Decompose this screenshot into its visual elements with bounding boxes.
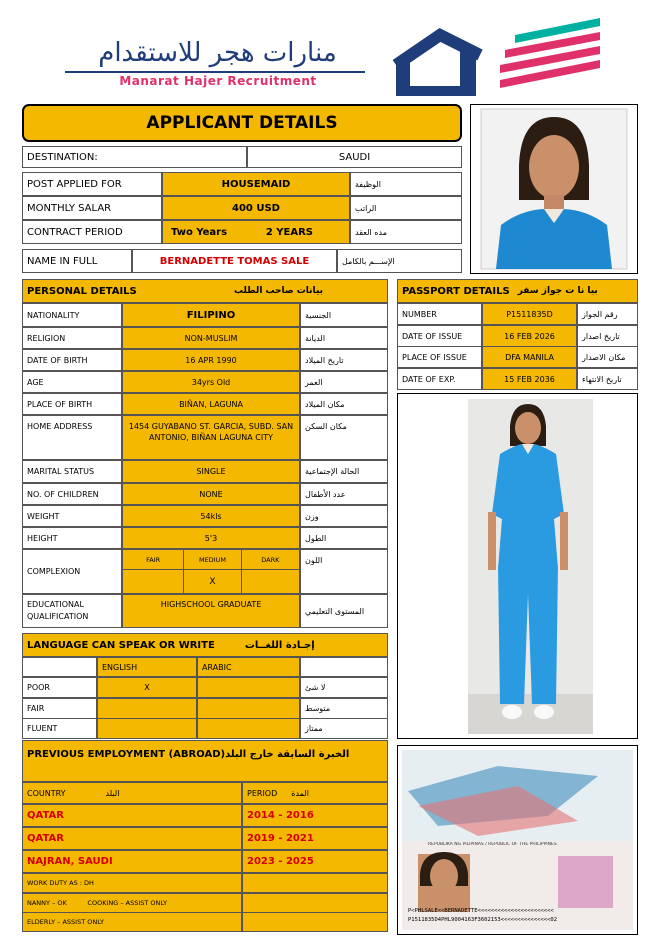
passport-row xyxy=(397,346,638,368)
employment-note-blank xyxy=(242,912,388,932)
employment-note-row xyxy=(22,873,388,893)
employment-country-ar: البلد xyxy=(105,788,120,798)
employment-header-title: PREVIOUS EMPLOYMENT (ABROAD) xyxy=(27,749,226,760)
employment-period-ar: المدة xyxy=(291,788,309,798)
employment-period-label: PERIOD xyxy=(247,788,278,798)
personal-row-value: SINGLE xyxy=(122,460,300,483)
passport-scan-image xyxy=(398,746,637,934)
personal-row-value: BIÑAN, LAGUNA xyxy=(122,393,300,415)
language-row-label-ar: متوسط xyxy=(300,698,388,719)
passport-row xyxy=(397,325,638,347)
language-header xyxy=(22,633,388,657)
full-body-photo-frame xyxy=(397,393,638,739)
language-row xyxy=(22,698,388,719)
complexion-medium-label: MEDIUM xyxy=(184,550,241,570)
employment-header xyxy=(22,740,388,782)
personal-row-label: WEIGHT xyxy=(22,505,122,527)
employment-row xyxy=(22,850,388,873)
passport-header-title: PASSPORT DETAILS xyxy=(402,285,510,297)
employment-period: 2023 - 2025 xyxy=(242,850,388,873)
personal-row-value: FILIPINO xyxy=(122,303,300,327)
personal-row-label: AGE xyxy=(22,371,122,393)
post-label-ar: الوظيفة xyxy=(350,172,462,196)
language-arabic-mark xyxy=(197,677,300,698)
contract-value-en: Two Years xyxy=(171,226,228,238)
language-english-mark: X xyxy=(97,677,197,698)
complexion-label: COMPLEXION xyxy=(22,549,122,594)
complexion-row xyxy=(22,549,388,594)
language-col-arabic: ARABIC xyxy=(197,657,300,677)
passport-header xyxy=(397,279,638,303)
language-row-label-ar: لا شئ xyxy=(300,677,388,698)
personal-row-label-ar: مكان الميلاد xyxy=(300,393,388,415)
education-label: EDUCATIONAL QUALIFICATION xyxy=(22,594,122,628)
employment-country: QATAR xyxy=(22,804,242,827)
employment-note-blank xyxy=(242,873,388,893)
personal-header xyxy=(22,279,388,303)
language-col-ar-blank xyxy=(300,657,388,677)
education-row xyxy=(22,594,388,628)
employment-note: WORK DUTY AS : DH xyxy=(22,873,242,893)
personal-row-label: PLACE OF BIRTH xyxy=(22,393,122,415)
company-name-ar: منارات هجر للاستقدام xyxy=(98,38,337,68)
salary-label-ar: الراتب xyxy=(350,196,462,220)
language-col-english: ENGLISH xyxy=(97,657,197,677)
salary-value: 400 USD xyxy=(162,196,350,220)
passport-mrz-1: P<PHLSALE<<BERNADETTE<<<<<<<<<<<<<<<<<<<<<<< xyxy=(408,908,554,914)
employment-note: NANNY – OK COOKING – ASSIST ONLY xyxy=(22,893,242,913)
destination-row xyxy=(22,146,462,168)
passport-row-value: P1511835D xyxy=(482,303,577,325)
employment-header-ar: الخبرة السابقة خارج البلد xyxy=(225,749,350,760)
passport-row-label: DATE OF ISSUE xyxy=(397,325,482,347)
employment-country: NAJRAN, SAUDI xyxy=(22,850,242,873)
employment-note-row xyxy=(22,893,388,913)
passport-row-label-ar: تاريخ الانتهاء xyxy=(577,368,638,390)
contract-value-years: 2 YEARS xyxy=(265,226,313,238)
complexion-dark-mark xyxy=(242,570,299,593)
personal-row-label: MARITAL STATUS xyxy=(22,460,122,483)
personal-row-label-ar: تاريخ الميلاد xyxy=(300,349,388,371)
language-english-mark xyxy=(97,698,197,719)
employment-period: 2014 - 2016 xyxy=(242,804,388,827)
personal-header-title: PERSONAL DETAILS xyxy=(27,285,137,297)
complexion-medium-mark: X xyxy=(184,570,241,593)
passport-row-label: PLACE OF ISSUE xyxy=(397,346,482,368)
personal-row xyxy=(22,483,388,505)
applicant-full-body-image xyxy=(398,394,637,738)
post-value: HOUSEMAID xyxy=(162,172,350,196)
personal-row-value: 34yrs Old xyxy=(122,371,300,393)
passport-row xyxy=(397,303,638,325)
personal-row-value: NONE xyxy=(122,483,300,505)
applicant-photo-frame xyxy=(470,104,638,274)
contract-label-ar: مده العقد xyxy=(350,220,462,244)
complexion-fair-mark xyxy=(123,570,184,593)
name-label: NAME IN FULL xyxy=(22,249,132,273)
passport-mrz-2: P1511835D4PHL9004163F3602153<<<<<<<<<<<<<<<02 xyxy=(408,917,558,923)
salary-row xyxy=(22,196,462,220)
personal-row-label-ar: عدد الأطفال xyxy=(300,483,388,505)
complexion-fair-label: FAIR xyxy=(123,550,184,570)
company-logo xyxy=(60,10,620,100)
applicant-headshot-image xyxy=(471,105,637,273)
language-col-header xyxy=(22,657,388,677)
company-name-en: Manarat Hajer Recruitment xyxy=(119,74,317,88)
employment-note: ELDERLY – ASSIST ONLY xyxy=(22,912,242,932)
complexion-dark-label: DARK xyxy=(242,550,299,570)
language-arabic-mark xyxy=(197,718,300,739)
personal-row xyxy=(22,349,388,371)
passport-header-ar: بيا نا ت جواز سفر xyxy=(517,286,598,296)
complexion-label-ar: اللون xyxy=(300,549,388,594)
language-header-ar: إجـادة اللغــات xyxy=(244,639,315,651)
personal-row-label-ar: الديانة xyxy=(300,327,388,349)
destination-label: DESTINATION: xyxy=(22,146,247,168)
language-row xyxy=(22,677,388,698)
employment-row xyxy=(22,827,388,850)
contract-label: CONTRACT PERIOD xyxy=(22,220,162,244)
passport-row-value: 15 FEB 2036 xyxy=(482,368,577,390)
personal-row-label-ar: الطول xyxy=(300,527,388,549)
company-name-underline xyxy=(65,71,365,73)
personal-row xyxy=(22,527,388,549)
employment-note-row xyxy=(22,912,388,932)
personal-row-label-ar: وزن xyxy=(300,505,388,527)
personal-row-label-ar: الحالة الإجتماعية xyxy=(300,460,388,483)
language-english-mark xyxy=(97,718,197,739)
name-value: BERNADETTE TOMAS SALE xyxy=(132,249,337,273)
language-header-title: LANGUAGE CAN SPEAK OR WRITE xyxy=(27,639,215,651)
personal-row-label: NO. OF CHILDREN xyxy=(22,483,122,505)
passport-row-label: DATE OF EXP. xyxy=(397,368,482,390)
passport-country-line: REPUBLIKA NG PILIPINAS / REPUBLIC OF THE PHILIPPINES xyxy=(428,842,557,847)
passport-row-label: NUMBER xyxy=(397,303,482,325)
page-title: APPLICANT DETAILS xyxy=(146,113,338,133)
personal-row xyxy=(22,327,388,349)
destination-value: SAUDI xyxy=(247,146,462,168)
employment-col-header xyxy=(22,782,388,804)
language-row-label: POOR xyxy=(22,677,97,698)
personal-row-label: DATE OF BIRTH xyxy=(22,349,122,371)
personal-row xyxy=(22,505,388,527)
personal-row-value: 5'3 xyxy=(122,527,300,549)
personal-row-label: NATIONALITY xyxy=(22,303,122,327)
education-value: HIGHSCHOOL GRADUATE xyxy=(122,594,300,628)
passport-row-label-ar: مكان الاصدار xyxy=(577,346,638,368)
language-row-label: FLUENT xyxy=(22,718,97,739)
salary-label: MONTHLY SALAR xyxy=(22,196,162,220)
passport-row-label-ar: رقم الجواز xyxy=(577,303,638,325)
personal-row xyxy=(22,371,388,393)
employment-note-blank xyxy=(242,893,388,913)
contract-row xyxy=(22,220,462,244)
language-row xyxy=(22,718,388,739)
employment-country-label: COUNTRY xyxy=(27,788,66,798)
personal-row-value: 54kls xyxy=(122,505,300,527)
personal-row xyxy=(22,415,388,460)
complexion-options xyxy=(122,549,300,594)
passport-row-label-ar: تاريخ اصدار xyxy=(577,325,638,347)
education-label-ar: المستوى التعليمي xyxy=(300,594,388,628)
personal-row-label-ar: مكان السكن xyxy=(300,415,388,460)
passport-row-value: DFA MANILA xyxy=(482,346,577,368)
name-row xyxy=(22,249,462,273)
contract-value xyxy=(162,220,350,244)
personal-row-value: NON-MUSLIM xyxy=(122,327,300,349)
post-label: POST APPLIED FOR xyxy=(22,172,162,196)
passport-row-value: 16 FEB 2026 xyxy=(482,325,577,347)
passport-row xyxy=(397,368,638,390)
language-row-label: FAIR xyxy=(22,698,97,719)
personal-row-value: 16 APR 1990 xyxy=(122,349,300,371)
personal-row-label-ar: العمر xyxy=(300,371,388,393)
personal-row xyxy=(22,303,388,327)
post-row xyxy=(22,172,462,196)
employment-country: QATAR xyxy=(22,827,242,850)
personal-header-ar: بيانات صاحب الطلب xyxy=(233,286,323,296)
personal-row xyxy=(22,460,388,483)
language-row-label-ar: ممتاز xyxy=(300,718,388,739)
page-title-box xyxy=(22,104,462,142)
personal-row xyxy=(22,393,388,415)
personal-row-label: RELIGION xyxy=(22,327,122,349)
personal-row-label: HEIGHT xyxy=(22,527,122,549)
name-label-ar: الإســـم بالكامل xyxy=(337,249,462,273)
language-corner xyxy=(22,657,97,677)
language-arabic-mark xyxy=(197,698,300,719)
personal-row-value: 1454 GUYABANO ST. GARCIA, SUBD. SAN ANTONIO, BIÑAN LAGUNA CITY xyxy=(122,415,300,460)
personal-row-label: HOME ADDRESS xyxy=(22,415,122,460)
passport-scan-frame xyxy=(397,745,638,935)
employment-row xyxy=(22,804,388,827)
employment-period: 2019 - 2021 xyxy=(242,827,388,850)
personal-row-label-ar: الجنسية xyxy=(300,303,388,327)
